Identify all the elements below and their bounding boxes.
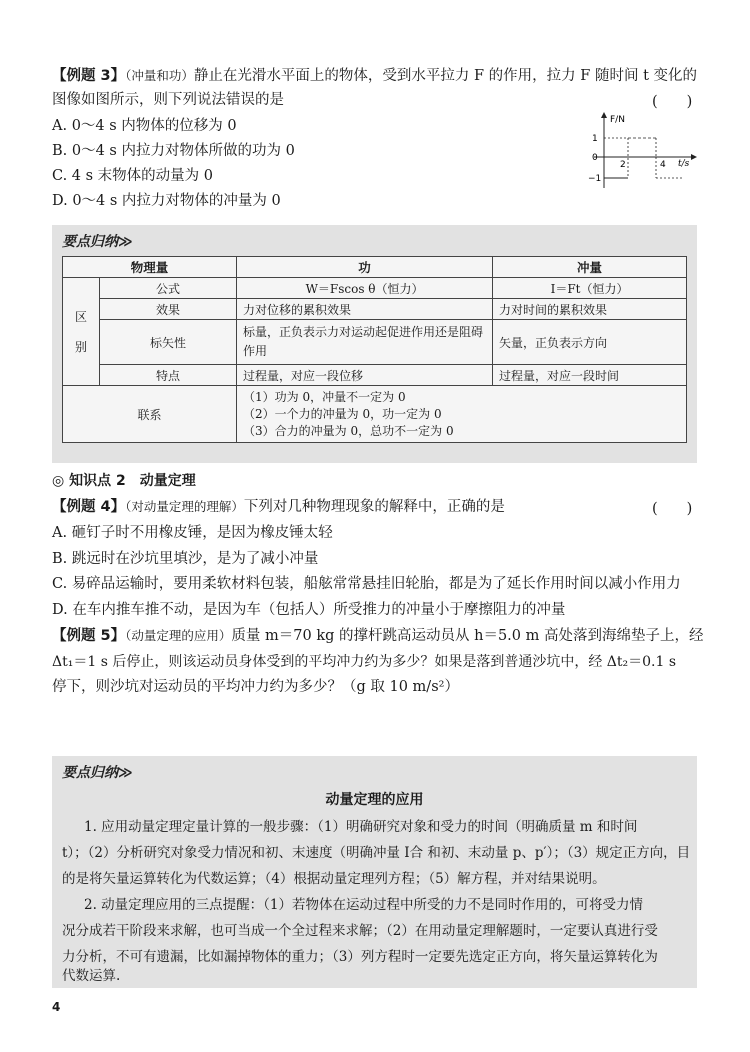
- row-impulse: I＝Ft（恒力）: [493, 278, 687, 299]
- comparison-table: [62, 256, 687, 443]
- header-work: 功: [237, 257, 493, 278]
- row-work: 力对位移的累积效果: [237, 299, 493, 320]
- knowledge-point-2-heading: ◎ 知识点 2 动量定理: [52, 473, 196, 489]
- summary2-line: 1. 应用动量定理定量计算的一般步骤：（1）明确研究对象和受力的时间（明确质量 m 和时间: [84, 819, 638, 835]
- table-row: [63, 365, 687, 386]
- row-impulse: 矢量，正负表示方向: [493, 320, 687, 365]
- table-row: [63, 320, 687, 365]
- summary2-heading: 动量定理的应用: [325, 792, 424, 808]
- link-item: （3）合力的冲量为 0，总功不一定为 0: [243, 423, 454, 438]
- group-label-char-1: 区: [74, 309, 87, 324]
- ex4-option-b: B. 跳远时在沙坑里填沙，是为了减小冲量: [52, 551, 319, 567]
- summary-title: 要点归纳≫: [62, 765, 133, 781]
- ex5-label: 【例题 5】: [52, 628, 126, 644]
- ex5-stem-3: 停下，则沙坑对运动员的平均冲力约为多少？（g 取 10 m/s²）: [52, 679, 459, 695]
- ex3-option-d: D. 0～4 s 内拉力对物体的冲量为 0: [52, 193, 281, 209]
- row-impulse: 过程量，对应一段时间: [493, 365, 687, 386]
- summary2-line: 的是将矢量运算转化为代数运算；（4）根据动量定理列方程；（5）解方程，并对结果说明。: [62, 871, 606, 887]
- page-number: 4: [52, 1000, 61, 1014]
- link-item: （1）功为 0，冲量不一定为 0: [243, 389, 406, 404]
- ex3-line-1: [52, 66, 697, 86]
- ex4-option-d: D. 在车内推车推不动，是因为车（包括人）所受推力的冲量小于摩擦阻力的冲量: [52, 602, 566, 618]
- header-impulse: 冲量: [493, 257, 687, 278]
- link-label: 联系: [63, 386, 237, 443]
- ex3-option-c: C. 4 s 末物体的动量为 0: [52, 168, 214, 184]
- group-label-difference: [63, 278, 100, 386]
- header-quantity: 物理量: [63, 257, 237, 278]
- tick-label-neg1: −1: [588, 174, 602, 184]
- ex4-tag: （对动量定理的理解）: [125, 499, 244, 514]
- summary2-line: 力分析，不可有遗漏，比如漏掉物体的重力；（3）列方程时一定要先选定正方向，将矢量运算转化为: [62, 949, 658, 965]
- summary-title: 要点归纳≫: [62, 234, 133, 250]
- row-work: 过程量，对应一段位移: [237, 365, 493, 386]
- table-row: [63, 278, 687, 299]
- ex3-stem-2: 图像如图所示，则下列说法错误的是: [52, 92, 284, 108]
- summary2-line: 况分成若干阶段来求解，也可当成一个全过程来求解；（2）在用动量定理解题时，一定要认真进行受: [62, 923, 658, 939]
- row-name: 效果: [100, 299, 237, 320]
- ex5-tag: （动量定理的应用）: [125, 628, 232, 643]
- force-time-graph: [580, 110, 700, 190]
- ex3-stem-1: 静止在光滑水平面上的物体，受到水平拉力 F 的作用，拉力 F 随时间 t 变化的: [193, 68, 698, 84]
- ex3-option-b: B. 0～4 s 内拉力对物体所做的功为 0: [52, 143, 295, 159]
- group-label-char-2: 别: [74, 339, 87, 354]
- y-axis-arrow: [601, 112, 607, 118]
- summary2-line: 2. 动量定理应用的三点提醒：（1）若物体在运动过程中所受的力不是同时作用的，可将受力情: [84, 897, 644, 913]
- summary-box-momentum-theorem: [52, 756, 697, 988]
- row-work: W＝Fscos θ（恒力）: [237, 278, 493, 299]
- summary2-line: 代数运算.: [62, 968, 121, 984]
- row-name: 特点: [100, 365, 237, 386]
- ex4-answer-paren: ( ): [652, 501, 693, 517]
- ex3-tag: （冲量和功）: [125, 68, 194, 83]
- table-row-link: [63, 386, 687, 443]
- row-impulse: 力对时间的累积效果: [493, 299, 687, 320]
- ex5-stem-2: Δt₁＝1 s 后停止，则该运动员身体受到的平均冲力约为多少？如果是落到普通沙坑中，经 Δt₂＝0.1 s: [52, 654, 677, 670]
- row-name: 标矢性: [100, 320, 237, 365]
- tick-label-0: 0: [592, 153, 598, 163]
- ex5-line-1: [52, 626, 703, 646]
- ex4-option-a: A. 砸钉子时不用橡皮锤，是因为橡皮锤太轻: [52, 525, 333, 541]
- y-axis-label: F/N: [610, 115, 625, 125]
- ex4-label: 【例题 4】: [52, 499, 126, 515]
- table-header-row: [63, 257, 687, 278]
- row-name: 公式: [100, 278, 237, 299]
- ex4-stem: [52, 497, 505, 517]
- ex4-stem-text: 下列对几种物理现象的解释中，正确的是: [243, 499, 505, 515]
- ex3-option-a: A. 0～4 s 内物体的位移为 0: [52, 118, 237, 134]
- summary2-line: t）；（2）分析研究对象受力情况和初、末速度（明确冲量 I合 和初、末动量 p、p′）；（3）规定正方向，目: [62, 845, 691, 861]
- tick-label-2: 2: [620, 160, 626, 170]
- link-item: （2）一个力的冲量为 0，功一定为 0: [243, 406, 442, 421]
- row-work: 标量，正负表示力对运动起促进作用还是阻碍作用: [237, 320, 493, 365]
- ex4-option-c: C. 易碎品运输时，要用柔软材料包装，船舷常常悬挂旧轮胎，都是为了延长作用时间以减小作用力: [52, 576, 681, 592]
- ex5-stem-1: 质量 m＝70 kg 的撑杆跳高运动员从 h＝5.0 m 高处落到海绵垫子上，经: [231, 628, 704, 644]
- summary-box-work-impulse: [52, 225, 697, 463]
- ex3-answer-paren: ( ): [652, 94, 693, 110]
- ex3-label: 【例题 3】: [52, 68, 126, 84]
- x-axis-label: t/s: [678, 159, 690, 169]
- tick-label-4: 4: [660, 160, 666, 170]
- x-axis-arrow: [691, 154, 697, 160]
- table-row: [63, 299, 687, 320]
- tick-label-1: 1: [592, 134, 598, 144]
- link-content: [237, 386, 687, 443]
